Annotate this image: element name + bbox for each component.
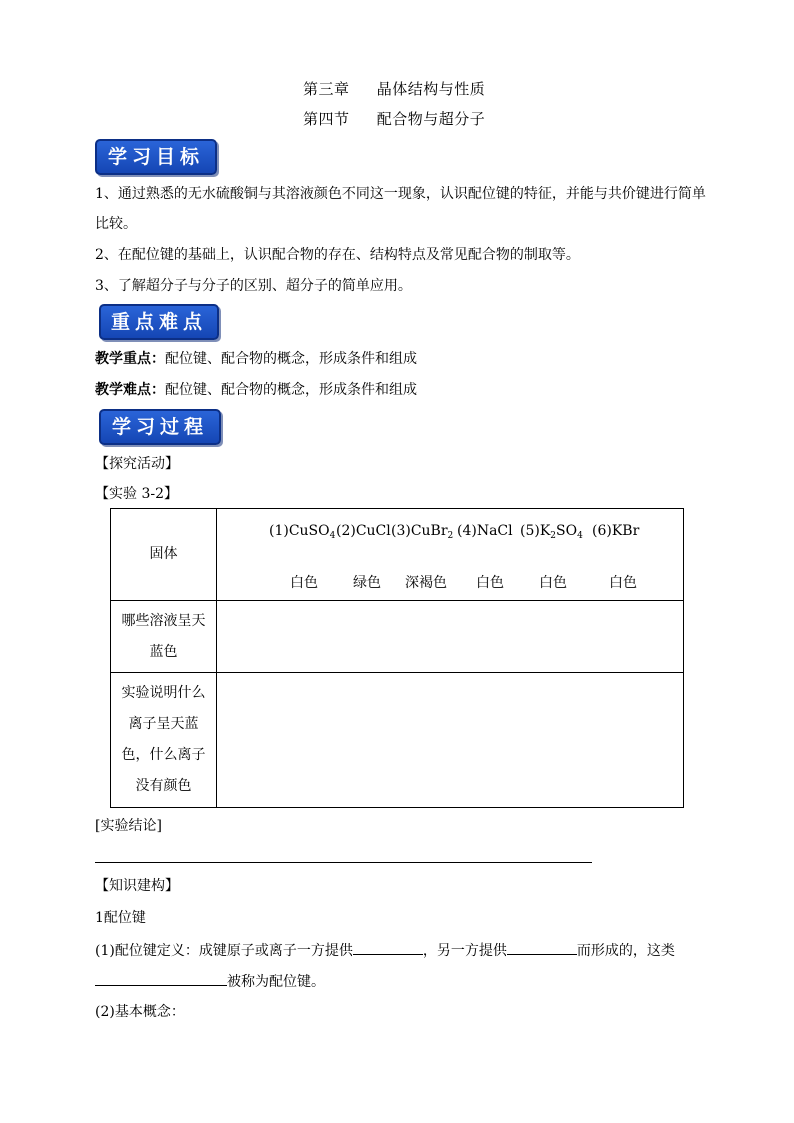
section-number: 第四节 [303,110,350,128]
substance-color-4: 白色 [476,575,504,591]
goal-item-1-line-1: 1、通过熟悉的无水硫酸铜与其溶液颜色不同这一现象，认识配位键的特征，并能与共价键进行简单 [95,186,706,202]
learning-process-badge: 学习过程 [99,409,221,445]
explanation-label-line-2: 离子呈天蓝 [128,716,199,732]
activity-heading: 【探究活动】 [95,456,179,472]
teaching-focus-text: 配位键、配合物的概念，形成条件和组成 [165,351,417,367]
substance-color-6: 白色 [609,575,637,591]
explanation-label-line-1: 实验说明什么 [121,685,206,701]
solid-label-cell [111,509,217,601]
blank-1[interactable] [353,940,423,955]
chapter-heading [303,78,485,99]
substance-formula-4: (4)NaCl [457,523,513,539]
substance-formula-5: $(5)K_2SO_4$ [520,523,583,541]
table-row-explanation [111,673,684,808]
substance-color-3: 深褐色 [405,575,447,591]
blue-solutions-answer-cell[interactable] [217,601,684,673]
goal-item-3: 3、了解超分子与分子的区别、超分子的简单应用。 [95,278,412,294]
teaching-focus [95,349,417,369]
blank-2[interactable] [507,940,577,955]
chapter-title: 晶体结构与性质 [376,80,486,98]
solids-cell [217,509,684,601]
solid-label: 固体 [149,546,178,562]
explanation-label-line-3: 色，什么离子 [121,747,206,763]
experiment-heading: 【实验 3-2】 [95,486,178,502]
blank-3[interactable] [95,971,227,986]
basic-concepts: (2)基本概念： [95,1004,185,1020]
coordination-bond-definition-line-2 [95,971,325,992]
explanation-label-cell [111,673,217,808]
knowledge-point-1: 1配位键 [95,910,146,926]
explanation-label-line-4: 没有颜色 [135,778,192,794]
teaching-difficulty-label: 教学难点： [95,382,165,398]
key-points-badge: 重点难点 [99,304,219,340]
table-row-solids [111,509,684,601]
knowledge-heading: 【知识建构】 [95,878,179,894]
teaching-difficulty [95,380,417,400]
blue-solutions-label-cell [111,601,217,673]
goal-item-1-line-2: 比较。 [95,216,137,232]
teaching-focus-label: 教学重点： [95,351,165,367]
table-row-blue-solutions [111,601,684,673]
definition-part-3: 而形成的，这类 [576,943,675,959]
section-heading [303,108,485,129]
blue-solutions-label-line-1: 哪些溶液呈天 [121,612,206,629]
blue-solutions-label-line-2: 蓝色 [149,643,178,660]
substance-formula-2: (2)CuCl [336,523,391,539]
substance-formula-1: (1)CuSO$_4$ [269,523,336,541]
chapter-number: 第三章 [303,80,350,98]
definition-part-2: ，另一方提供 [422,943,507,959]
substance-color-1: 白色 [290,575,318,591]
goal-item-2: 2、在配位键的基础上，认识配合物的存在、结构特点及常见配合物的制取等。 [95,247,580,263]
learning-goals-badge: 学习目标 [95,139,217,175]
substance-color-5: 白色 [539,575,567,591]
substance-formula-3: (3)CuBr$_2$ [391,523,454,541]
explanation-answer-cell[interactable] [217,673,684,808]
teaching-difficulty-text: 配位键、配合物的概念，形成条件和组成 [165,382,417,398]
conclusion-label: [实验结论] [95,818,162,834]
experiment-table [110,508,684,808]
section-title: 配合物与超分子 [376,110,486,128]
substance-color-2: 绿色 [353,575,381,591]
conclusion-answer-line[interactable] [95,862,592,863]
definition-part-1: (1)配位键定义：成键原子或离子一方提供 [95,943,353,959]
substance-formula-6: (6)KBr [592,523,640,539]
definition-part-4: 被称为配位键。 [227,974,325,990]
coordination-bond-definition-line-1 [95,940,675,961]
